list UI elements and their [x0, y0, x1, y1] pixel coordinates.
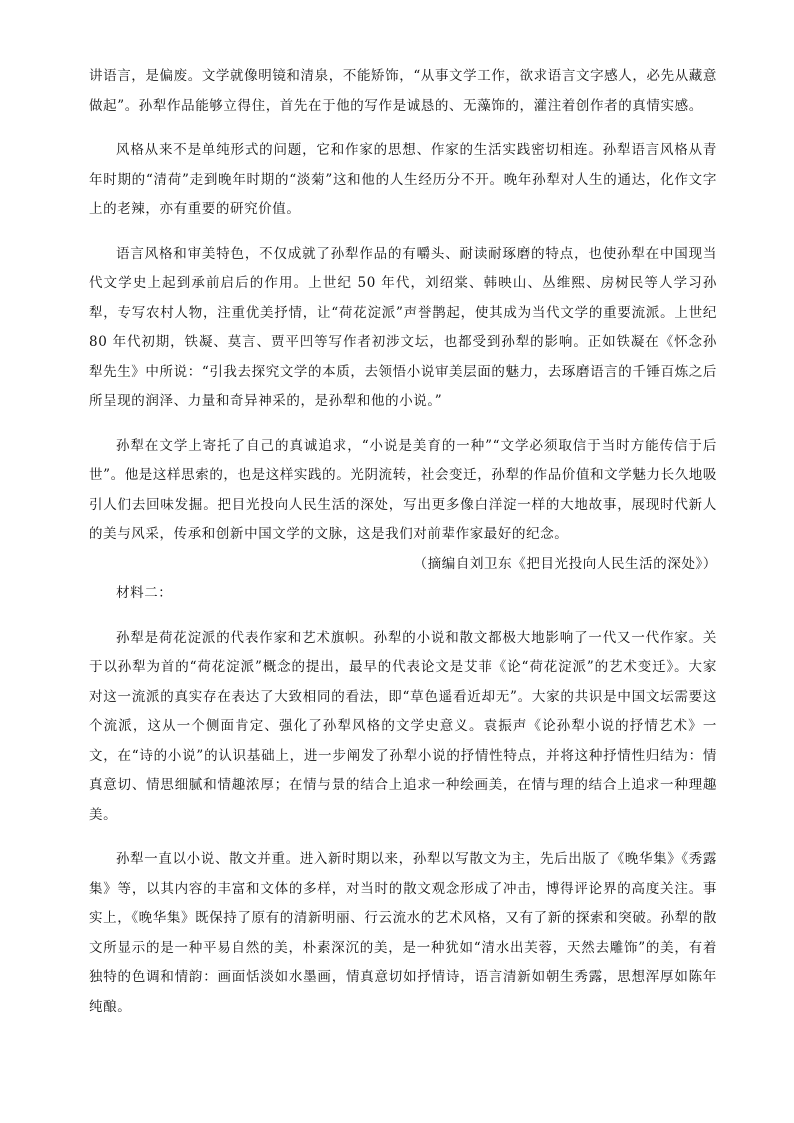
source-citation: （摘编自刘卫东《把目光投向人民生活的深处》） — [413, 555, 717, 572]
paragraph-lotus-school: 孙犁是荷花淀派的代表作家和艺术旗帜。孙犁的小说和散文都极大地影响了一代又一代作家。关于以孙犁为首的“荷花淀派”概念的提出，最早的代表论文是艾菲《论“荷花淀派”的艺术变迁》。大家对这一流派的真实存在表达了大致相同的看法，即“草色遥看近却无”。大家的共识是中国文坛需要这个流派，这从一个侧面肯定、强化了孙犁风格的文学史意义。袁振声《论孙犁小说的抒情艺术》一文，在“诗的小说”的认识基础上，进一步阐发了孙犁小说的抒情性特点，并将这种抒情性归结为：情真意切、情思细腻和情趣浓厚；在情与景的结合上追求一种绘画美，在情与理的结合上追求一种理趣美。 — [89, 629, 717, 823]
document-body — [89, 62, 717, 1022]
material-two-label: 材料二： — [116, 585, 173, 601]
paragraph-continuation: 讲语言，是偏废。文学就像明镜和清泉，不能矫饰，“从事文学工作，欲求语言文字感人，必先从藏意做起”。孙犁作品能够立得住，首先在于他的写作是诚恳的、无藻饰的，灌注着创作者的真情实感。 — [89, 68, 717, 114]
paragraph-influence: 语言风格和审美特色，不仅成就了孙犁作品的有嚼头、耐读耐琢磨的特点，也使孙犁在中国现当代文学史上起到承前启后的作用。上世纪 50 年代，刘绍棠、韩映山、丛维熙、房树民等人学习孙犁，专写农村人物，注重优美抒情，让“荷花淀派”声誉鹊起，使其成为当代文学的重要流派。上世纪 80 年代初期，铁凝、莫言、贾平凹等写作者初涉文坛，也都受到孙犁的影响。正如铁凝在《怀念孙犁先生》中所说：“引我去探究文学的本质，去领悟小说审美层面的魅力，去琢磨语言的千锤百炼之后所呈现的润泽、力量和奇异神采的，是孙犁和他的小说。” — [89, 245, 717, 409]
paragraph-prose: 孙犁一直以小说、散文并重。进入新时期以来，孙犁以写散文为主，先后出版了《晚华集》《秀露集》等，以其内容的丰富和文体的多样，对当时的散文观念形成了冲击，博得评论界的高度关注。事实上，《晚华集》既保持了原有的清新明丽、行云流水的艺术风格，又有了新的探索和突破。孙犁的散文所显示的是一种平易自然的美，朴素深沉的美，是一种犹如“清水出芙蓉，天然去雕饰”的美，有着独特的色调和情韵：画面恬淡如水墨画，情真意切如抒情诗，语言清新如朝生秀露，思想浑厚如陈年纯酿。 — [89, 851, 717, 1015]
paragraph-legacy: 孙犁在文学上寄托了自己的真诚追求，“小说是美育的一种”“文学必须取信于当时方能传信于后世”。他是这样思索的，也是这样实践的。光阴流转，社会变迁，孙犁的作品价值和文学魅力长久地吸引人们去回味发掘。把目光投向人民生活的深处，写出更多像白洋淀一样的大地故事，展现时代新人的美与风采，传承和创新中国文学的文脉，这是我们对前辈作家最好的纪念。 — [89, 437, 717, 542]
paragraph-style-and-life: 风格从来不是单纯形式的问题，它和作家的思想、作家的生活实践密切相连。孙犁语言风格从青年时期的“清荷”走到晚年时期的“淡菊”这和他的人生经历分不开。晚年孙犁对人生的通达，化作文字上的老辣，亦有重要的研究价值。 — [89, 142, 717, 217]
